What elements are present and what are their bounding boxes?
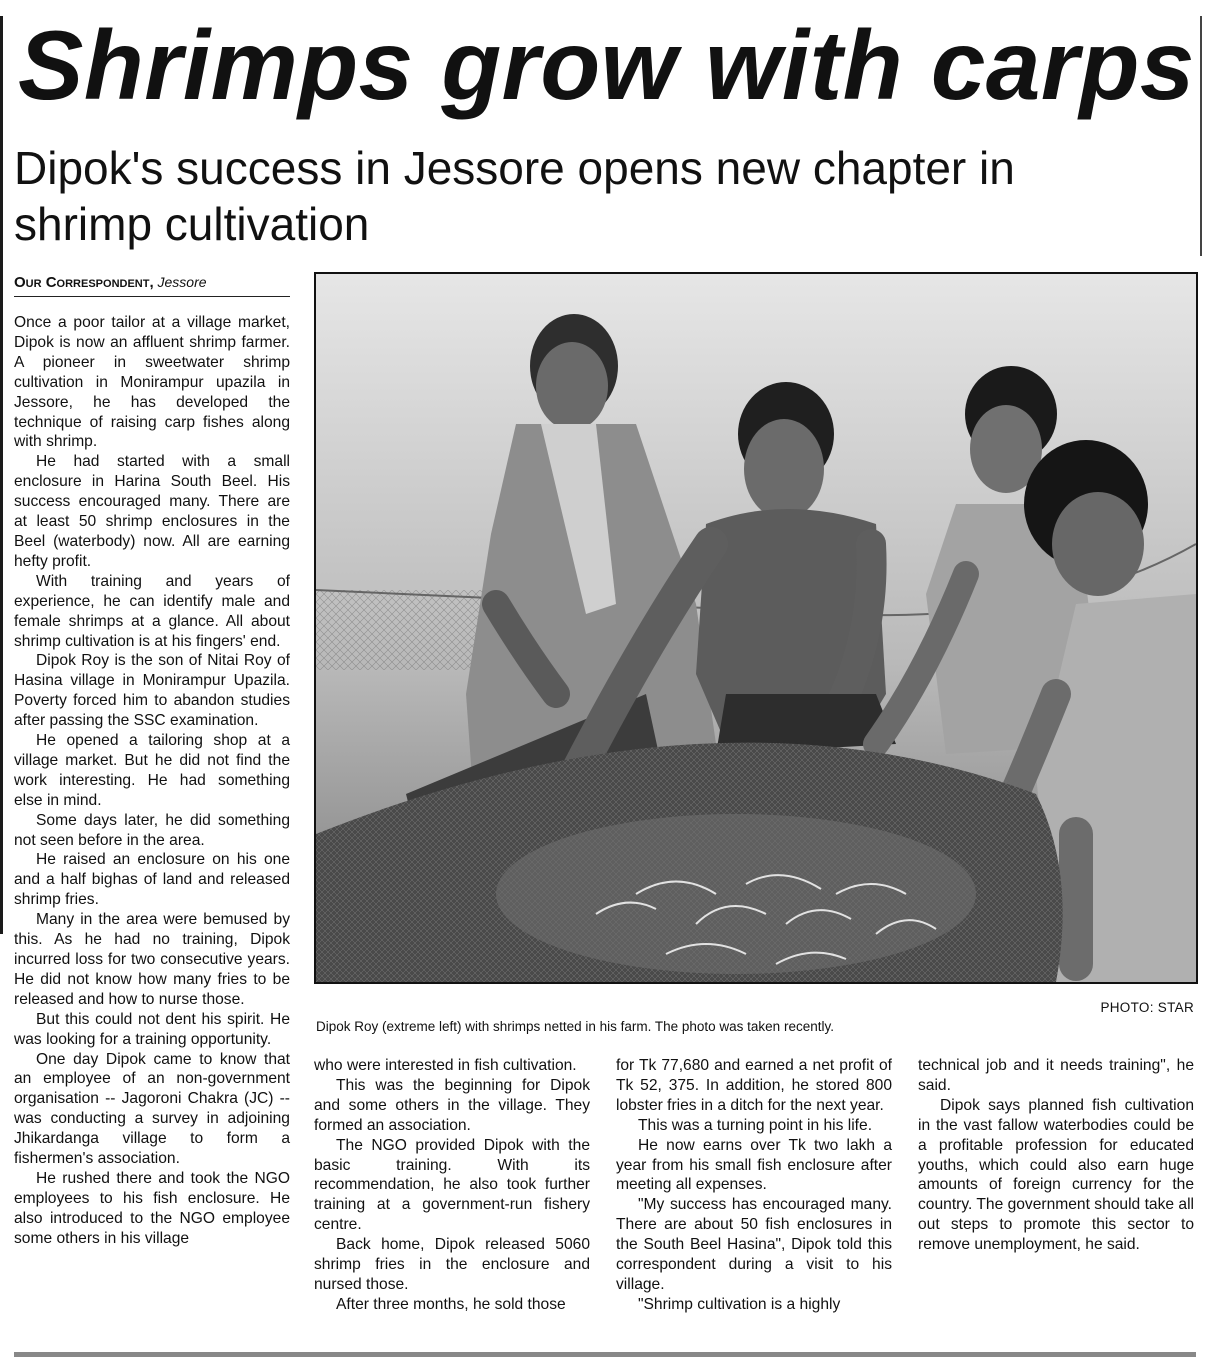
article-paragraph: He rushed there and took the NGO employees to his fish enclosure. He also introduced to the NGO employee some others in his village [14,1169,290,1247]
right-column-rule [1200,16,1202,256]
article-paragraph: After three months, he sold those [336,1295,566,1313]
article-column-1 [14,313,290,1249]
article-column-3 [616,1056,892,1315]
byline-name: Our Correspondent, [14,274,154,291]
article-paragraph: who were interested in fish cultivation. [314,1057,577,1074]
article-paragraph: technical job and it needs training", he said. [918,1057,1194,1094]
article-paragraph: This was a turning point in his life. [638,1116,873,1134]
article-paragraph: One day Dipok came to know that an employee of an non-government organisation -- Jagoroni Chakra (JC) --was conducting a survey in adjoining Jhikardanga village to form a fishermen's association. [14,1050,290,1168]
article-paragraph: He now earns over Tk two lakh a year from his small fish enclosure after meeting all expenses. [616,1136,892,1194]
article-paragraph: Once a poor tailor at a village market, Dipok is now an affluent shrimp farmer. A pioneer in sweetwater shrimp cultivation in Monirampur upazila in Jessore, he has developed the technique of raising carp fishes along with shrimp. [14,314,290,451]
photo-credit: PHOTO: STAR [1100,1000,1194,1015]
byline-place: Jessore [157,274,207,290]
article-column-4 [918,1056,1194,1255]
article-paragraph: But this could not dent his spirit. He was looking for a training opportunity. [14,1010,290,1048]
article-paragraph: Dipok Roy is the son of Nitai Roy of Hasina village in Monirampur Upazila. Poverty forced him to abandon studies after passing the SSC examination. [14,652,290,730]
article-paragraph: The NGO provided Dipok with the basic training. With its recommendation, he also took further training at a government-run fishery centre. [314,1136,590,1234]
article-paragraph: This was the beginning for Dipok and some others in the village. They formed an association. [314,1076,590,1134]
article-paragraph: Some days later, he did something not seen before in the area. [14,811,290,849]
article-photo [314,272,1198,984]
article-paragraph: With training and years of experience, he can identify male and female shrimps at a glance. All about shrimp cultivation is at his fingers' end. [14,572,290,650]
article-paragraph: Back home, Dipok released 5060 shrimp fries in the enclosure and nursed those. [314,1236,590,1293]
left-column-rule [0,16,3,934]
bottom-rule [14,1352,1196,1357]
subheadline: Dipok's success in Jessore opens new chapter in shrimp cultivation [14,142,1015,250]
photo-illustration [316,274,1196,982]
article-paragraph: He opened a tailoring shop at a village market. But he did not find the work interesting. He had something else in mind. [14,732,290,809]
article-paragraph: He raised an enclosure on his one and a half bighas of land and released shrimp fries. [14,851,290,909]
article-paragraph: "My success has encouraged many. There are about 50 fish enclosures in the South Beel Hasina", Dipok told this correspondent during a visit to his village. [616,1196,892,1293]
photo-caption: Dipok Roy (extreme left) with shrimps netted in his farm. The photo was taken recently. [316,1019,834,1034]
article-column-2 [314,1056,590,1315]
headline: Shrimps grow with carps [18,10,1195,120]
article-paragraph: "Shrimp cultivation is a highly [638,1295,841,1313]
article-paragraph: for Tk 77,680 and earned a net profit of Tk 52, 375. In addition, he stored 800 lobster fries in a ditch for the next year. [616,1057,892,1114]
article-paragraph: He had started with a small enclosure in Harina South Beel. His success encouraged many. There are at least 50 shrimp enclosures in the Beel (waterbody) now. All are earning hefty profit. [14,453,290,570]
byline [14,273,290,297]
article-paragraph: Dipok says planned fish cultivation in the vast fallow waterbodies could be a profitable profession for educated youths, which could also earn huge amounts of foreign currency for the country. The government should take all out steps to promote this sector to remove unemployment, he said. [918,1096,1194,1254]
article-paragraph: Many in the area were bemused by this. As he had no training, Dipok incurred loss for two consecutive years. He did not know how many fries to be released and how to nurse those. [14,911,290,1008]
